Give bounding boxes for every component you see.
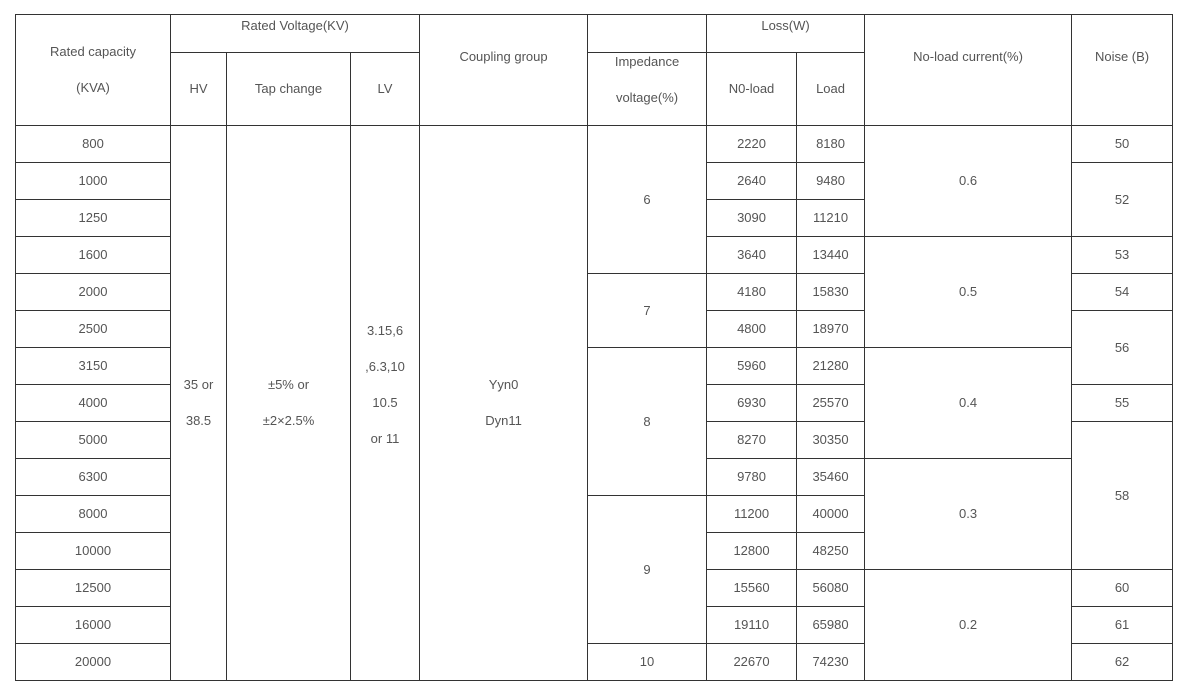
noise-cell: 60 [1072,570,1173,607]
no-load-loss-cell: 3090 [707,200,797,237]
header-rated-voltage: Rated Voltage(KV) [171,15,420,53]
noise-cell: 58 [1072,422,1173,570]
header-coupling-group [420,15,588,126]
load-loss-cell: 9480 [797,163,865,200]
coupling-group-cell [420,126,588,681]
transformer-spec-table [15,14,1173,681]
no-load-loss-cell: 8270 [707,422,797,459]
no-load-loss-cell: 6930 [707,385,797,422]
load-loss-cell: 11210 [797,200,865,237]
header-rated-capacity-line1: Rated capacity [50,44,136,59]
header-load-loss: Load [797,53,865,126]
capacity-cell: 800 [16,126,171,163]
impedance-cell: 9 [588,496,707,644]
no-load-loss-cell: 19110 [707,607,797,644]
noise-cell: 56 [1072,311,1173,385]
impedance-cell: 7 [588,274,707,348]
capacity-cell: 10000 [16,533,171,570]
header-no-load-loss: N0-load [707,53,797,126]
header-no-load-current [865,15,1072,126]
capacity-cell: 1250 [16,200,171,237]
load-loss-cell: 48250 [797,533,865,570]
no-load-loss-cell: 4180 [707,274,797,311]
noise-cell: 54 [1072,274,1173,311]
capacity-cell: 12500 [16,570,171,607]
no-load-current-cell: 0.5 [865,237,1072,348]
load-loss-cell: 74230 [797,644,865,681]
capacity-cell: 8000 [16,496,171,533]
table-row [16,126,1173,163]
lv-line4: or 11 [370,431,400,446]
header-coupling-group-label: Coupling group [459,48,548,64]
capacity-cell: 3150 [16,348,171,385]
no-load-current-cell: 0.3 [865,459,1072,570]
no-load-current-cell: 0.2 [865,570,1072,681]
noise-cell: 62 [1072,644,1173,681]
capacity-cell: 1600 [16,237,171,274]
header-impedance-line2: voltage(%) [615,90,679,105]
header-rated-capacity-line2: (KVA) [76,80,110,95]
noise-cell: 55 [1072,385,1173,422]
header-no-load-current-label: No-load current(%) [913,48,1023,64]
impedance-cell: 8 [588,348,707,496]
coupling-line1: Yyn0 [488,377,519,392]
hv-line2: 38.5 [185,413,212,428]
noise-cell: 50 [1072,126,1173,163]
hv-cell [171,126,227,681]
no-load-loss-cell: 15560 [707,570,797,607]
load-loss-cell: 15830 [797,274,865,311]
capacity-cell: 2000 [16,274,171,311]
hv-line1: 35 or [183,377,214,392]
load-loss-cell: 56080 [797,570,865,607]
noise-cell: 53 [1072,237,1173,274]
header-impedance-line1: Impedance [614,54,680,69]
no-load-loss-cell: 3640 [707,237,797,274]
capacity-cell: 5000 [16,422,171,459]
impedance-cell: 10 [588,644,707,681]
load-loss-cell: 25570 [797,385,865,422]
tap-change-line1: ±5% or [267,377,310,392]
header-lv: LV [351,53,420,126]
noise-cell: 52 [1072,163,1173,237]
coupling-line2: Dyn11 [485,413,522,428]
header-loss: Loss(W) [707,15,865,53]
header-impedance-blank [588,15,707,53]
load-loss-cell: 65980 [797,607,865,644]
no-load-loss-cell: 12800 [707,533,797,570]
capacity-cell: 2500 [16,311,171,348]
no-load-loss-cell: 5960 [707,348,797,385]
noise-cell: 61 [1072,607,1173,644]
lv-line1: 3.15,6 [366,323,404,338]
header-impedance [588,53,707,126]
header-noise-label: Noise (B) [1094,48,1150,64]
lv-line2: ,6.3,10 [365,359,405,374]
no-load-current-cell: 0.6 [865,126,1072,237]
load-loss-cell: 8180 [797,126,865,163]
capacity-cell: 16000 [16,607,171,644]
impedance-cell: 6 [588,126,707,274]
tap-change-cell [227,126,351,681]
no-load-loss-cell: 4800 [707,311,797,348]
no-load-loss-cell: 11200 [707,496,797,533]
header-row-1 [16,15,1173,53]
load-loss-cell: 40000 [797,496,865,533]
lv-line3: 10.5 [372,395,398,410]
capacity-cell: 20000 [16,644,171,681]
load-loss-cell: 13440 [797,237,865,274]
lv-cell [351,126,420,681]
load-loss-cell: 21280 [797,348,865,385]
load-loss-cell: 18970 [797,311,865,348]
load-loss-cell: 35460 [797,459,865,496]
header-noise [1072,15,1173,126]
capacity-cell: 1000 [16,163,171,200]
no-load-loss-cell: 2220 [707,126,797,163]
tap-change-line2: ±2×2.5% [262,413,315,428]
capacity-cell: 6300 [16,459,171,496]
no-load-current-cell: 0.4 [865,348,1072,459]
no-load-loss-cell: 9780 [707,459,797,496]
no-load-loss-cell: 22670 [707,644,797,681]
no-load-loss-cell: 2640 [707,163,797,200]
header-hv: HV [171,53,227,126]
load-loss-cell: 30350 [797,422,865,459]
header-tap-change: Tap change [227,53,351,126]
capacity-cell: 4000 [16,385,171,422]
header-rated-capacity [16,15,171,126]
